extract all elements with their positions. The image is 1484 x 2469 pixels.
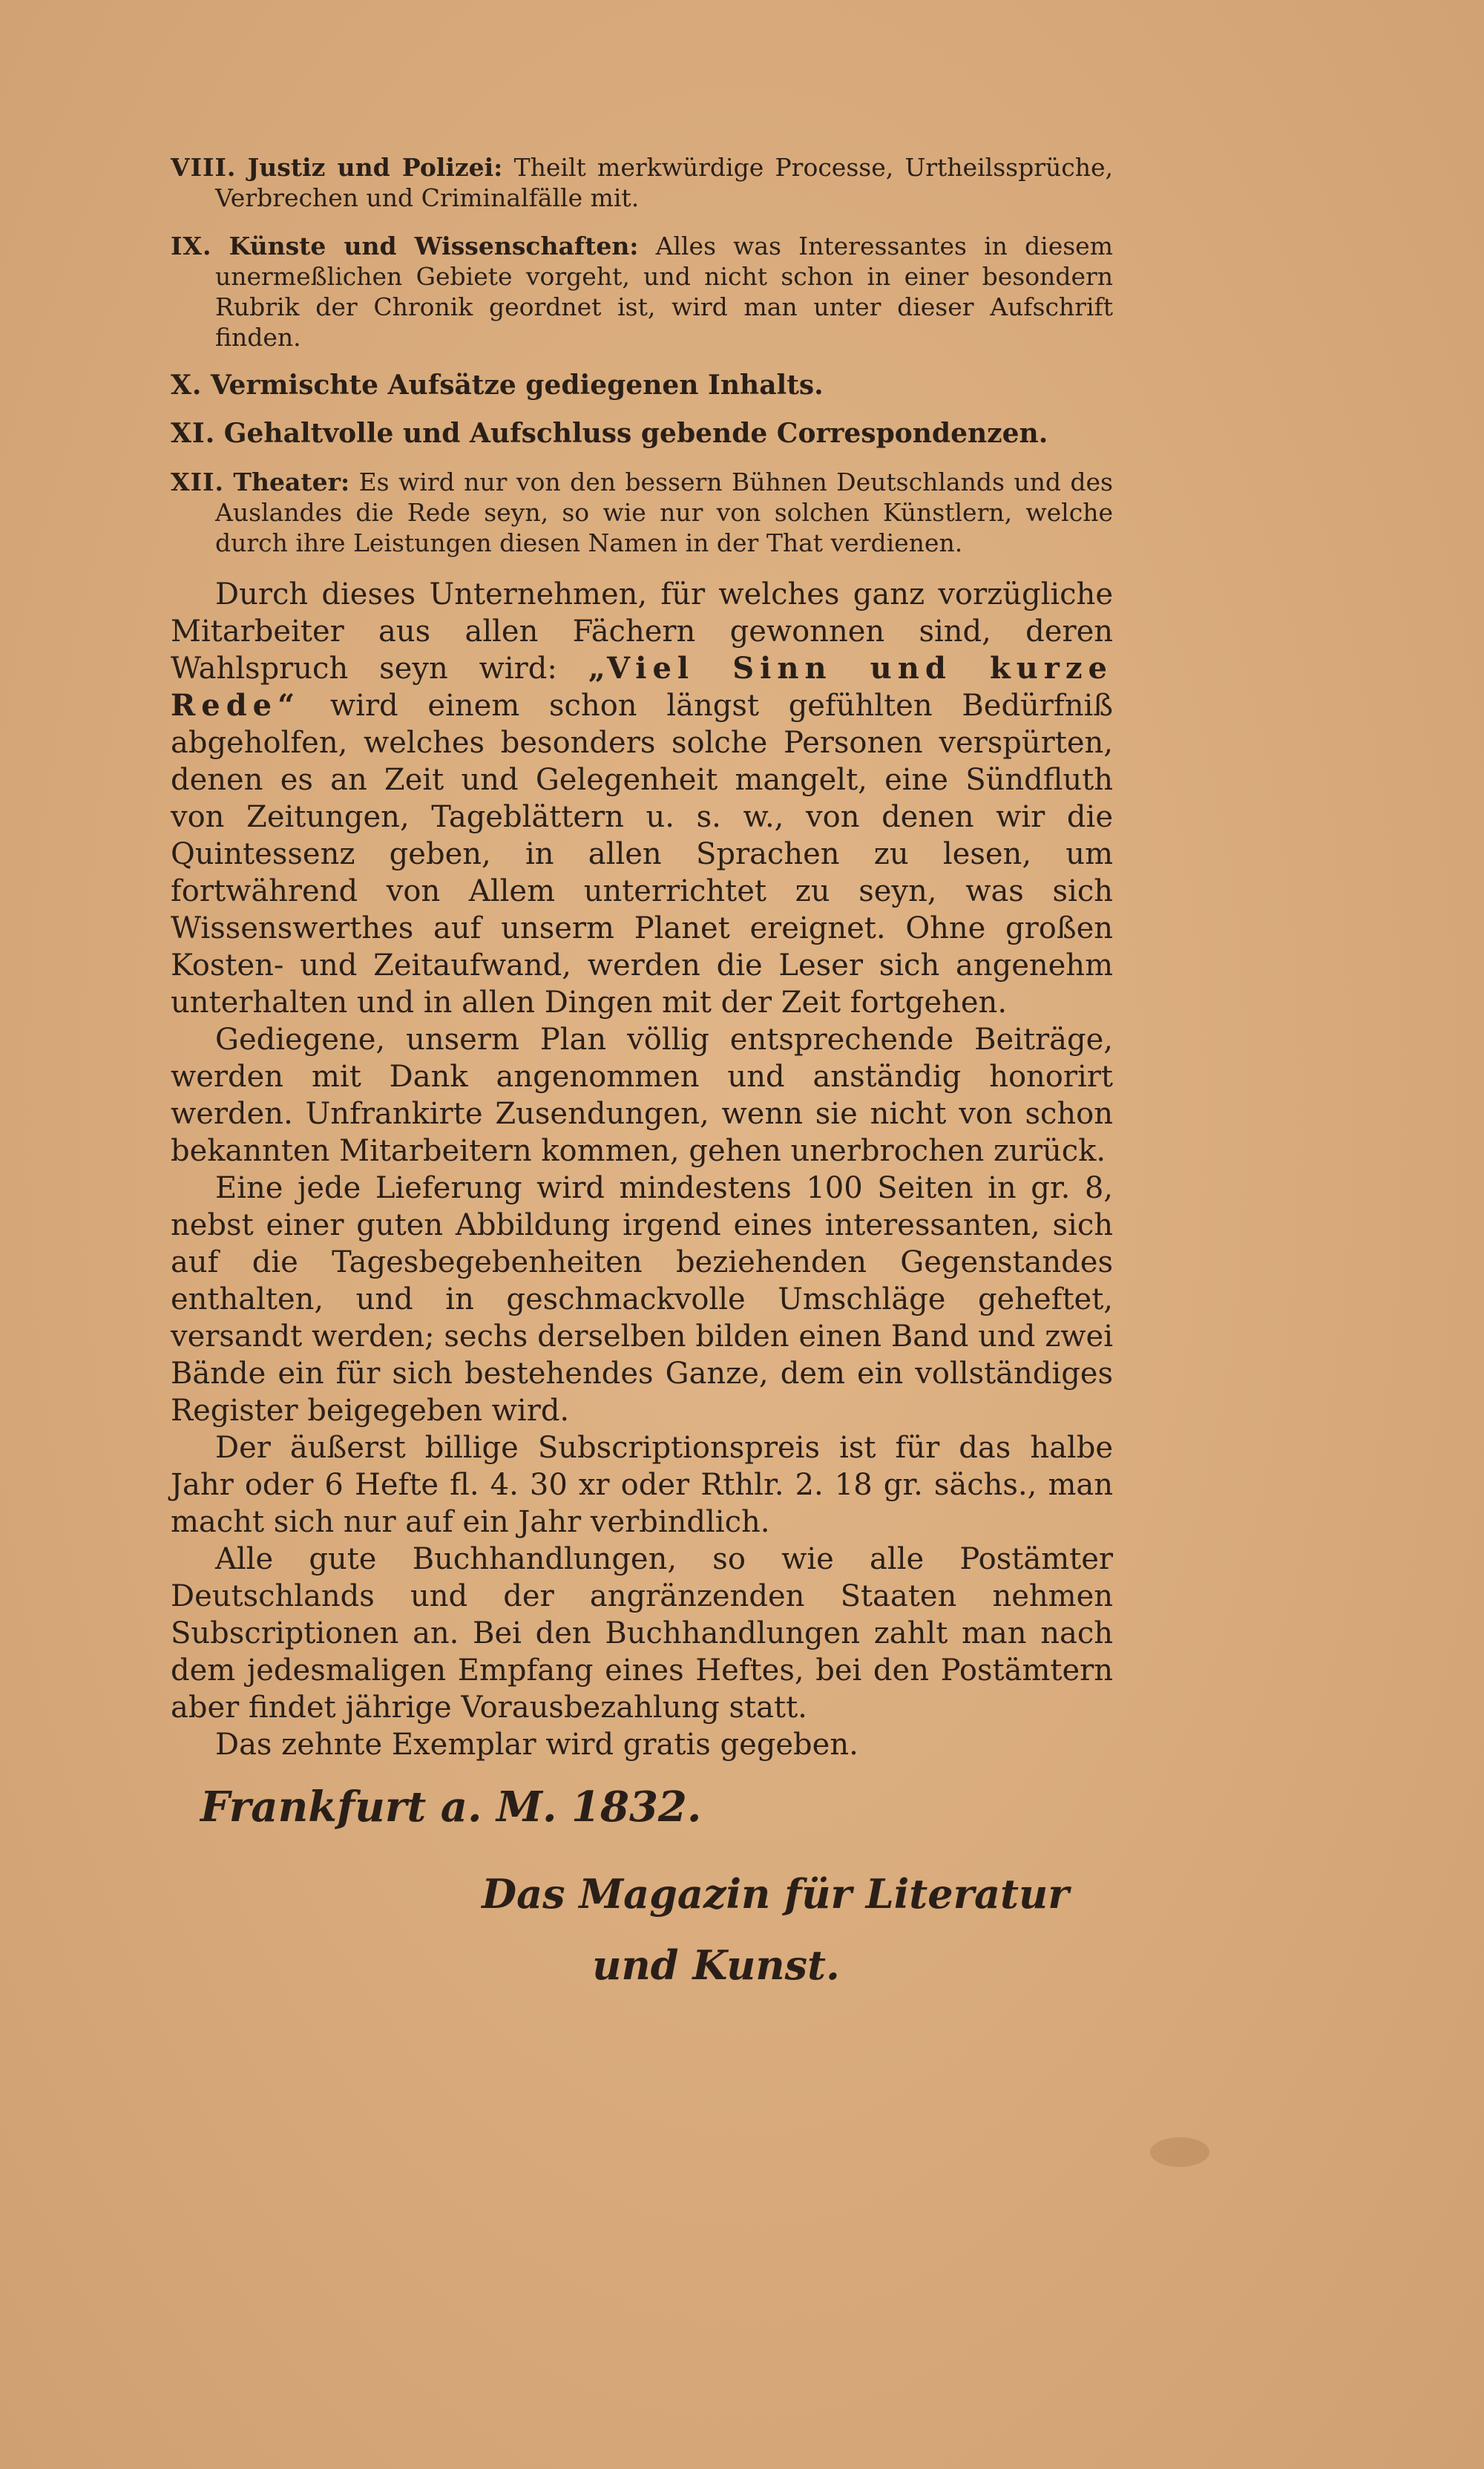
list-item-ix	[171, 231, 1113, 353]
item-number: X.	[171, 370, 203, 401]
item-number: XII.	[171, 468, 224, 496]
text-column	[171, 152, 1113, 2001]
list-item-viii	[171, 152, 1113, 213]
paragraph-price: Der äußerst billige Subscriptionspreis ist für das halbe Jahr oder 6 Hefte fl. 4. 30 xr oder Rthlr. 2. 18 gr. sächs., man macht sich nur auf ein Jahr verbindlich.	[171, 1431, 1113, 1539]
place-date: Frankfurt a. M. 1832.	[200, 1783, 702, 1832]
item-text: Theilt merkwürdige Processe, Urtheilssprüche, Verbrechen und Criminalfälle mit.	[215, 153, 1113, 212]
signature-line-1: Das Magazin für Literatur	[482, 1870, 1069, 1918]
item-text: Alles was Interessantes in diesem unermeßlichen Gebiete vorgeht, und nicht schon in einer besondern Rubrik der Chronik geordnet ist, wird man unter dieser Aufschrift finden.	[215, 232, 1113, 352]
paragraph-contributions: Gediegene, unserm Plan völlig entsprechende Beiträge, werden mit Dank angenommen und anständig honorirt werden. Unfrankirte Zusendungen, wenn sie nicht von schon bekannten Mitarbeitern kommen, gehen unerbrochen zurück.	[171, 1023, 1113, 1168]
item-heading: Theater:	[233, 468, 350, 496]
item-number: IX.	[171, 232, 212, 260]
intro-text-after: wird einem schon längst gefühlten Bedürfniß abgeholfen, welches besonders solche Personen verspürten, denen es an Zeit und Gelegenheit mangelt, eine Sündfluth von Zeitungen, Tageblättern u. s. w., von denen wir die Quintessenz geben, in allen Sprachen zu lesen, um fortwährend von Allem unterrichtet zu seyn, was sich Wissenswerthes auf unserm Planet ereignet. Ohne großen Kosten- und Zeitaufwand, werden die Leser sich angenehm unterhalten und in allen Dingen mit der Zeit fortgehen.	[171, 689, 1114, 1020]
paper-stain	[1150, 2137, 1209, 2167]
signature-line-2: und Kunst.	[592, 1941, 840, 1989]
paragraph-intro	[171, 576, 1113, 1021]
list-item-x	[171, 370, 1113, 401]
paragraph-free-copy: Das zehnte Exemplar wird gratis gegeben.	[215, 1728, 858, 1762]
item-number: XI.	[171, 418, 216, 449]
item-heading: Gehaltvolle und Aufschluss gebende Correspondenzen.	[223, 418, 1048, 449]
motto: „Viel Sinn und kurze Rede“	[171, 651, 1113, 723]
item-heading: Justiz und Polizei:	[247, 153, 503, 182]
paragraph-delivery: Eine jede Lieferung wird mindestens 100 Seiten in gr. 8, nebst einer guten Abbildung irgend eines interessanten, sich auf die Tagesbegebenheiten beziehenden Gegenstandes enthalten, und in geschmackvolle Umschläge geheftet, versandt werden; sechs derselben bilden einen Band und zwei Bände ein für sich bestehendes Ganze, dem ein vollständiges Register beigegeben wird.	[171, 1171, 1113, 1428]
item-text: Es wird nur von den bessern Bühnen Deutschlands und des Auslandes die Rede seyn, so wie nur von solchen Künstlern, welche durch ihre Leistungen diesen Namen in der That verdienen.	[215, 468, 1113, 557]
list-item-xii	[171, 467, 1113, 558]
paragraph-subscriptions: Alle gute Buchhandlungen, so wie alle Postämter Deutschlands und der angränzenden Staaten nehmen Subscriptionen an. Bei den Buchhandlungen zahlt man nach dem jedesmaligen Empfang eines Heftes, bei den Postämtern aber findet jährige Vorausbezahlung statt.	[171, 1542, 1113, 1725]
item-heading: Künste und Wissenschaften:	[229, 232, 639, 260]
intro-text-before: Durch dieses Unternehmen, für welches ganz vorzügliche Mitarbeiter aus allen Fächern gewonnen sind, deren Wahlspruch seyn wird:	[171, 577, 1113, 686]
item-number: VIII.	[171, 153, 237, 182]
list-item-xi	[171, 419, 1113, 449]
signature	[438, 1858, 1113, 2001]
item-heading: Vermischte Aufsätze gediegenen Inhalts.	[210, 370, 824, 401]
